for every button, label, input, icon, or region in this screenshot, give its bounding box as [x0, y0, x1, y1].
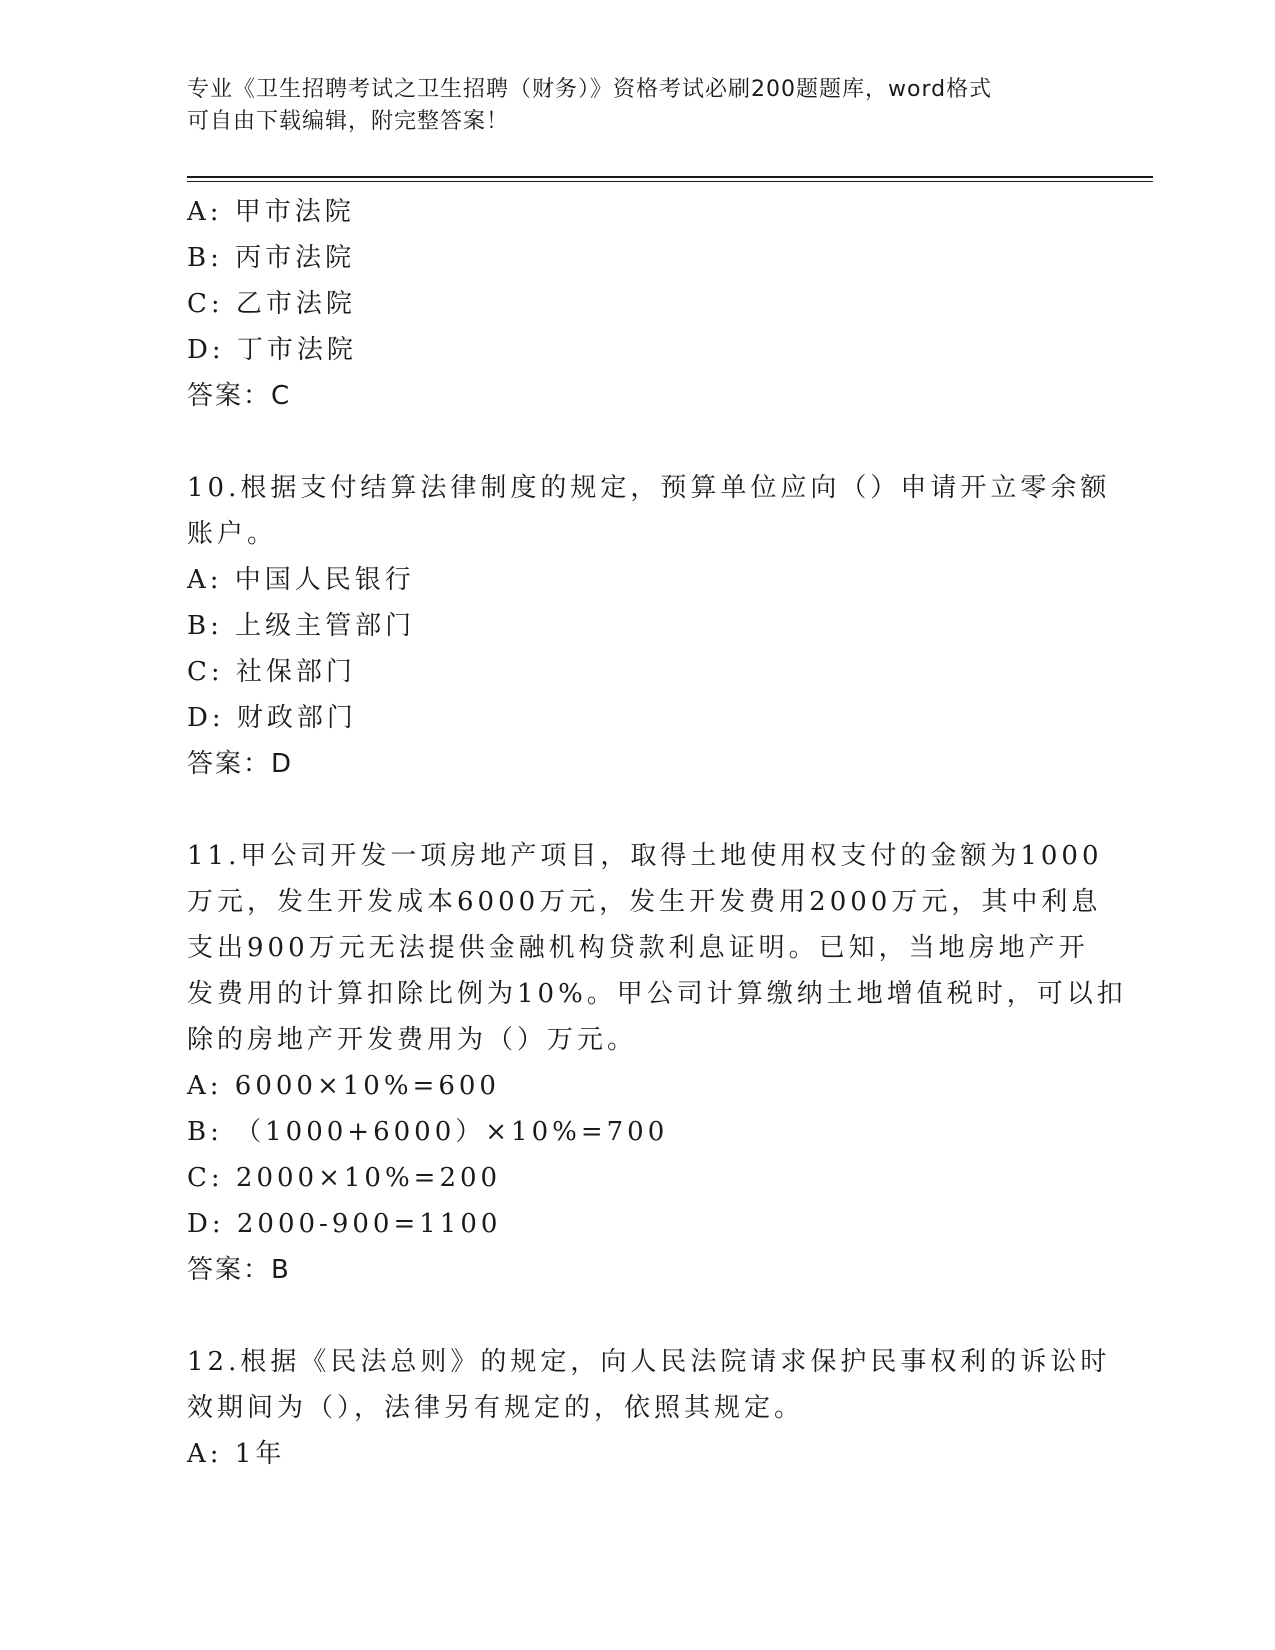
question-11 — [187, 833, 1127, 1293]
question-stem-line: 账户。 — [187, 519, 278, 549]
option-a: A: 1年 — [187, 1439, 286, 1469]
option-d: D: 财政部门 — [187, 703, 357, 733]
header-line-1: 专业《卫生招聘考试之卫生招聘（财务）》资格考试必刷200题题库，word格式 — [187, 77, 993, 102]
answer-line: 答案：C — [187, 381, 292, 411]
option-c: C: 社保部门 — [187, 657, 356, 687]
question-10 — [187, 465, 1111, 787]
question-stem-line: 万元，发生开发成本6000万元，发生开发费用2000万元，其中利息 — [187, 887, 1102, 917]
question-stem-line: 发费用的计算扣除比例为10%。甲公司计算缴纳土地增值税时，可以扣 — [187, 979, 1127, 1009]
question-stem-line: 效期间为（），法律另有规定的，依照其规定。 — [187, 1393, 805, 1423]
option-d: D: 丁市法院 — [187, 335, 357, 365]
option-a: A: 甲市法院 — [187, 197, 355, 227]
header-divider-thick — [187, 176, 1153, 178]
option-a: A: 中国人民银行 — [187, 565, 415, 595]
question-stem-line: 除的房地产开发费用为（）万元。 — [187, 1025, 638, 1055]
answer-line: 答案：B — [187, 1255, 291, 1285]
option-d: D: 2000-900=1100 — [187, 1209, 502, 1239]
header-divider-thin — [187, 181, 1153, 182]
question-9 — [187, 189, 1087, 419]
question-stem-line: 10.根据支付结算法律制度的规定，预算单位应向（）申请开立零余额 — [187, 473, 1111, 503]
option-b: B: 上级主管部门 — [187, 611, 416, 641]
question-stem-line: 支出900万元无法提供金融机构贷款利息证明。已知，当地房地产开 — [187, 933, 1089, 963]
document-header — [187, 74, 1077, 138]
header-line-2: 可自由下载编辑，附完整答案！ — [187, 109, 510, 134]
option-c: C: 乙市法院 — [187, 289, 356, 319]
option-c: C: 2000×10%=200 — [187, 1163, 502, 1193]
answer-line: 答案：D — [187, 749, 294, 779]
option-a: A: 6000×10%=600 — [187, 1071, 500, 1101]
option-b: B: 丙市法院 — [187, 243, 356, 273]
question-list — [187, 189, 1127, 1477]
option-b: B: （1000+6000）×10%=700 — [187, 1117, 669, 1147]
question-stem-line: 11.甲公司开发一项房地产项目，取得土地使用权支付的金额为1000 — [187, 841, 1103, 871]
question-stem-line: 12.根据《民法总则》的规定，向人民法院请求保护民事权利的诉讼时 — [187, 1347, 1111, 1377]
question-12 — [187, 1339, 1111, 1477]
